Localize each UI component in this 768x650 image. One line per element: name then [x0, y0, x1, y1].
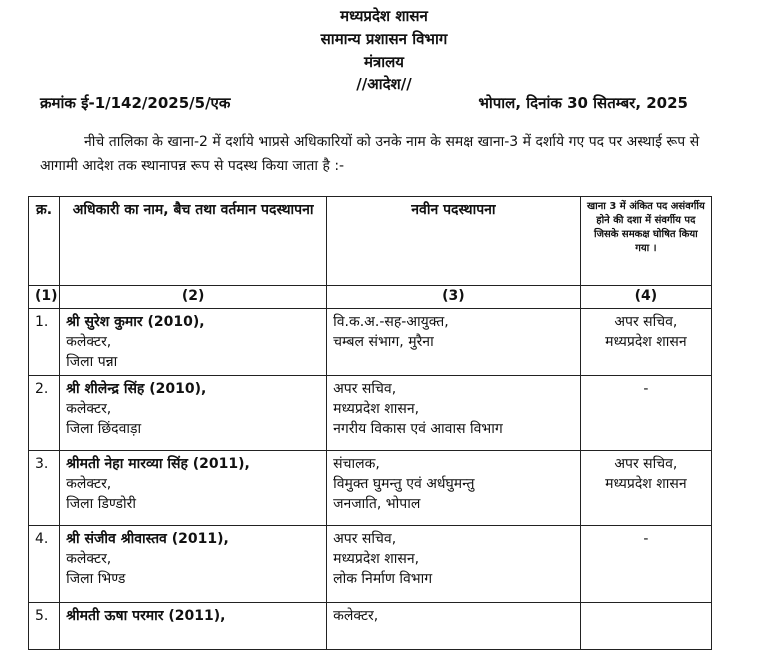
- officer-designation: कलेक्टर,: [66, 334, 112, 350]
- posting-line: नगरीय विकास एवं आवास विभाग: [333, 421, 503, 437]
- header-government: मध्यप्रदेश शासन: [340, 7, 428, 25]
- posting-line: संचालक,: [333, 456, 380, 472]
- table-row: [29, 603, 712, 650]
- table-row: [29, 526, 712, 603]
- col-number-4: (4): [580, 286, 711, 309]
- officer-cell: [60, 603, 327, 650]
- order-number: क्रमांक ई-1/142/2025/5/एक: [40, 94, 231, 112]
- posting-line: मध्यप्रदेश शासन,: [333, 401, 420, 417]
- row-sno: 3.: [29, 451, 60, 526]
- officer-cell: [60, 451, 327, 526]
- column-number-row: [29, 286, 712, 309]
- col-number-1: (1): [29, 286, 60, 309]
- officer-name: श्री शीलेन्द्र सिंह (2010),: [66, 381, 207, 397]
- posting-line: कलेक्टर,: [333, 608, 379, 624]
- equivalent-cell: [580, 526, 711, 603]
- table-header-row: [29, 197, 712, 286]
- officer-name: श्रीमती ऊषा परमार (2011),: [66, 608, 226, 624]
- table-row: [29, 451, 712, 526]
- header-sno: क्र.: [29, 197, 60, 286]
- col-number-3: (3): [327, 286, 581, 309]
- officer-name: श्री सुरेश कुमार (2010),: [66, 314, 205, 330]
- officer-designation: कलेक्टर,: [66, 551, 112, 567]
- intro-paragraph: नीचे तालिका के खाना-2 में दर्शाये भाप्रसे अधिकारियों को उनके नाम के समक्ष खाना-3 में दर्शाये गए पद पर अस्थाई रूप से आगामी आदेश तक स्थानापन्न रूप से पदस्थ किया जाता है :-: [40, 134, 700, 174]
- equivalent-line: -: [643, 531, 649, 547]
- equivalent-cell: [580, 376, 711, 451]
- row-sno: 1.: [29, 309, 60, 376]
- posting-line: जनजाति, भोपाल: [333, 496, 421, 512]
- row-sno: 4.: [29, 526, 60, 603]
- equivalent-cell: [580, 451, 711, 526]
- equivalent-line: अपर सचिव,: [614, 456, 678, 472]
- equivalent-cell: [580, 603, 711, 650]
- new-posting-cell: [327, 603, 581, 650]
- new-posting-cell: [327, 376, 581, 451]
- officer-district: जिला डिण्डोरी: [66, 496, 136, 512]
- officer-cell: [60, 309, 327, 376]
- officer-cell: [60, 376, 327, 451]
- officer-cell: [60, 526, 327, 603]
- new-posting-cell: [327, 451, 581, 526]
- officer-name: श्री संजीव श्रीवास्तव (2011),: [66, 531, 229, 547]
- header-new-posting: नवीन पदस्थापना: [327, 197, 581, 286]
- equivalent-line: मध्यप्रदेश शासन: [605, 334, 687, 350]
- equivalent-line: -: [643, 381, 649, 397]
- officer-designation: कलेक्टर,: [66, 401, 112, 417]
- posting-line: विमुक्त घुमन्तु एवं अर्धघुमन्तु: [333, 476, 475, 492]
- posting-line: लोक निर्माण विभाग: [333, 571, 433, 587]
- officer-district: जिला भिण्ड: [66, 571, 126, 587]
- table-row: [29, 376, 712, 451]
- postings-table: [28, 196, 712, 650]
- posting-line: अपर सचिव,: [333, 531, 397, 547]
- header-ministry: मंत्रालय: [363, 53, 404, 71]
- header-department: सामान्य प्रशासन विभाग: [320, 30, 448, 48]
- equivalent-line: अपर सचिव,: [614, 314, 678, 330]
- equivalent-cell: [580, 309, 711, 376]
- row-sno: 2.: [29, 376, 60, 451]
- posting-line: मध्यप्रदेश शासन,: [333, 551, 420, 567]
- header-order-title: //आदेश//: [356, 75, 412, 93]
- col-number-2: (2): [60, 286, 327, 309]
- officer-designation: कलेक्टर,: [66, 476, 112, 492]
- officer-district: जिला पन्ना: [66, 354, 118, 370]
- place-date: भोपाल, दिनांक 30 सितम्बर, 2025: [478, 94, 688, 112]
- officer-name: श्रीमती नेहा मारव्या सिंह (2011),: [66, 456, 250, 472]
- posting-line: अपर सचिव,: [333, 381, 397, 397]
- header-officer: अधिकारी का नाम, बैच तथा वर्तमान पदस्थापना: [60, 197, 327, 286]
- table-row: [29, 309, 712, 376]
- posting-line: वि.क.अ.-सह-आयुक्त,: [333, 314, 449, 330]
- header-equivalent-post: खाना 3 में अंकित पद असंवर्गीय होने की दशा में संवर्गीय पद जिसके समकक्ष घोषित किया गया ।: [580, 197, 711, 286]
- officer-district: जिला छिंदवाड़ा: [66, 421, 142, 437]
- posting-line: चम्बल संभाग, मुरैना: [333, 334, 434, 350]
- equivalent-line: मध्यप्रदेश शासन: [605, 476, 687, 492]
- new-posting-cell: [327, 309, 581, 376]
- row-sno: 5.: [29, 603, 60, 650]
- new-posting-cell: [327, 526, 581, 603]
